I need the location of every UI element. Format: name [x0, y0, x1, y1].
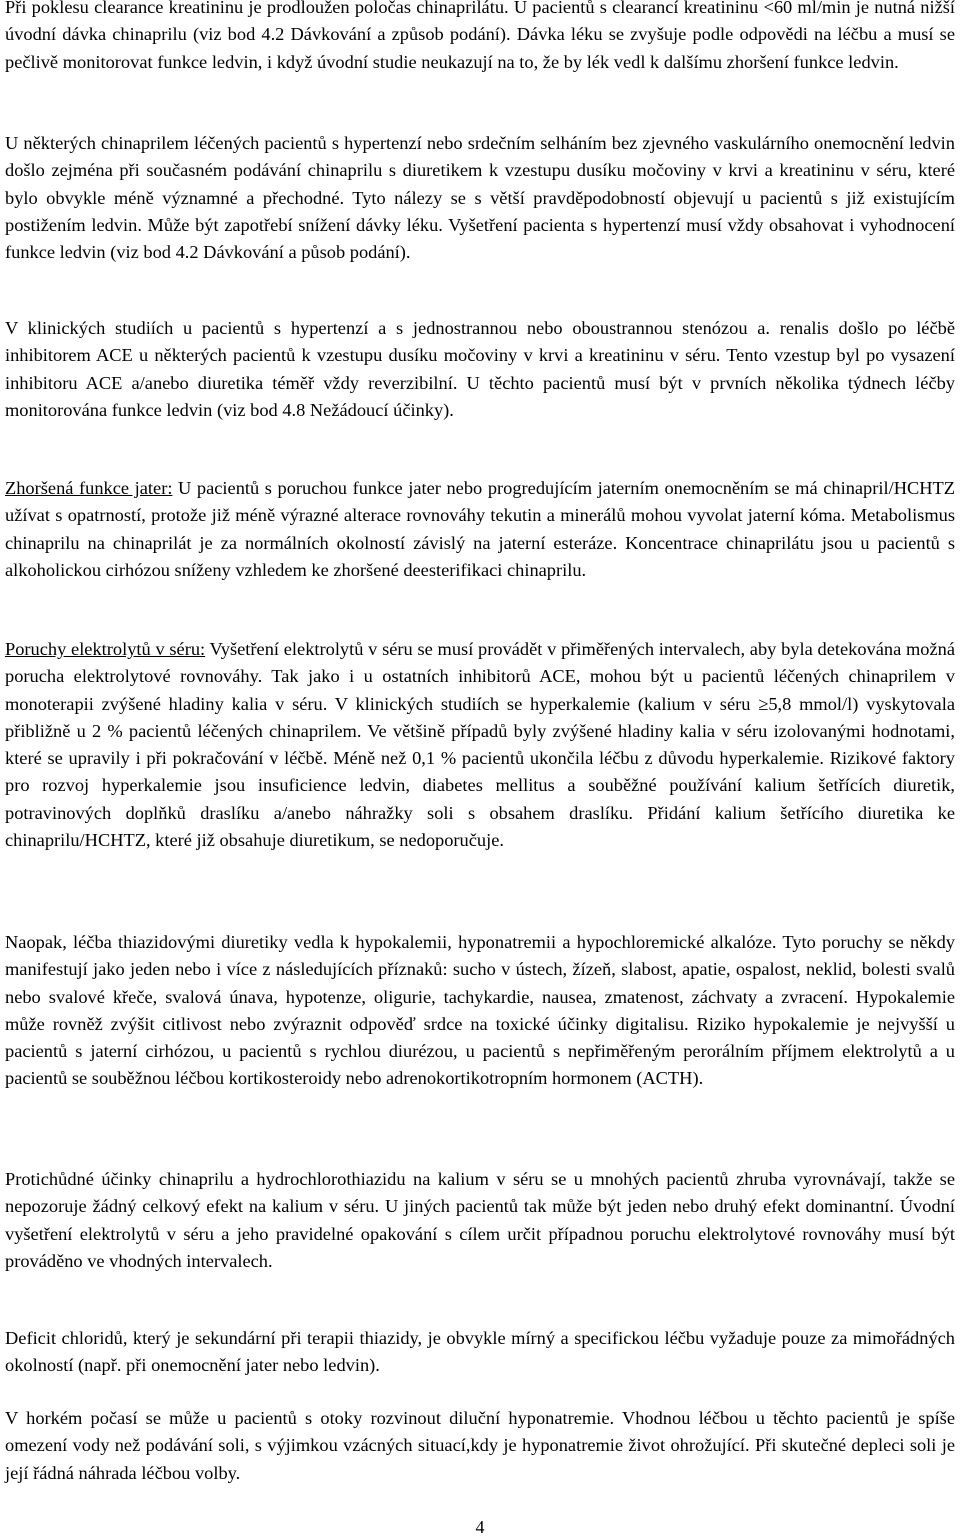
paragraph-intro: [5, 0, 955, 76]
paragraph-renal-stenosis: V klinických studiích u pacientů s hypertenzí a s jednostrannou nebo oboustrannou stenózou a. renalis došlo po léčbě inhibitorem ACE u některých pacientů k vzestupu dusíku močoviny v krvi a kreatininu v séru. Tento vzestup byl po vysazení inhibitoru ACE a/anebo diuretika téměř vždy reverzibilní. U těchto pacientů musí být v prvních několika týdnech léčby monitorována funkce ledvin (viz bod 4.8 Nežádoucí účinky).: [5, 318, 955, 420]
electrolytes-heading: Poruchy elektrolytů v séru:: [5, 639, 206, 659]
intro-text: Při poklesu clearance kreatininu je prodloužen poločas chinaprilátu. U pacientů s clearancí kreatininu <60 ml/min je nutná nižší úvodní dávka chinaprilu (viz bod 4.2 Dávkování a způsob podání). Dávka léku se zvyšuje podle odpovědi na léčbu a musí se pečlivě monitorovat funkce ledvin, i když úvodní studie neukazují na to, že by lék vedl k dalšímu zhoršení funkce ledvin.: [5, 0, 955, 72]
liver-text: U pacientů s poruchou funkce jater nebo progredujícím jaterním onemocněním se má chinapril/HCHTZ užívat s opatrností, protože již méně výrazné alterace rovnováhy tekutin a minerálů mohou vyvolat jaterní kóma. Metabolismus chinaprilu na chinaprilát je za normálních okolností závislý na jaterní esteráze. Koncentrace chinaprilátu jsou u pacientů s alkoholickou cirhózou sníženy vzhledem ke zhoršené deesterifikaci chinaprilu.: [5, 478, 955, 580]
paragraph-chloride-deficit: Deficit chloridů, který je sekundární při terapii thiazidy, je obvykle mírný a specifickou léčbu vyžaduje pouze za mimořádných okolností (např. při onemocnění jater nebo ledvin).: [5, 1328, 955, 1376]
liver-heading: Zhoršená funkce jater:: [5, 478, 173, 498]
paragraph-opposing-effects: Protichůdné účinky chinaprilu a hydrochlorothiazidu na kalium v séru se u mnohých pacientů zhruba vyrovnávají, takže se nepozoruje žádný celkový efekt na kalium v séru. U jiných pacientů tak může být jeden nebo druhý efekt dominantní. Úvodní vyšetření elektrolytů v séru a jeho pravidelné opakování s cílem určit případnou poruchu elektrolytové rovnováhy musí být prováděno ve vhodných intervalech.: [5, 1169, 955, 1271]
paragraph-electrolytes: [5, 636, 955, 854]
paragraph-renal-function: U některých chinaprilem léčených pacientů s hypertenzí nebo srdečním selháním bez zjevného vaskulárního onemocnění ledvin došlo zejména při současném podávání chinaprilu s diuretikem k vzestupu dusíku močoviny v krvi a kreatininu v séru, které bylo obvykle méně významné a přechodné. Tyto nálezy se s větší pravděpodobností objevují u pacientů s již existujícím postižením ledvin. Může být zapotřebí snížení dávky léku. Vyšetření pacienta s hypertenzí musí vždy obsahovat i vyhodnocení funkce ledvin (viz bod 4.2 Dávkování a působ podání).: [5, 133, 955, 263]
paragraph-hypokalemia: Naopak, léčba thiazidovými diuretiky vedla k hypokalemii, hyponatremii a hypochloremické alkalóze. Tyto poruchy se někdy manifestují jako jeden nebo i více z následujících příznaků: sucho v ústech, žízeň, slabost, apatie, ospalost, neklid, bolesti svalů nebo svalové křeče, svalová únava, hypotenze, oligurie, tachykardie, nausea, zmatenost, záchvaty a zvracení. Hypokalemie může rovněž zvýšit citlivost nebo zvýraznit odpověď srdce na toxické účinky digitalisu. Riziko hypokalemie je nejvyšší u pacientů s jaterní cirhózou, u pacientů s rychlou diurézou, u pacientů s nepřiměřeným perorálním příjmem elektrolytů a u pacientů se souběžnou léčbou kortikosteroidy nebo adrenokortikotropním hormonem (ACTH).: [5, 932, 955, 1089]
paragraph-liver-function: [5, 475, 955, 584]
paragraph-hot-weather: V horkém počasí se může u pacientů s otoky rozvinout diluční hyponatremie. Vhodnou léčbou u těchto pacientů je spíše omezení vody než podávání soli, s výjimkou vzácných situací,kdy je hyponatremie život ohrožující. Při skutečné depleci soli je její řádná náhrada léčbou volby.: [5, 1408, 955, 1483]
page-number: 4: [475, 1517, 485, 1537]
electrolytes-text: Vyšetření elektrolytů v séru se musí provádět v přiměřených intervalech, aby byla detekována možná porucha elektrolytové rovnováhy. Tak jako i u ostatních inhibitorů ACE, mohou být u pacientů léčených chinaprilem v monoterapii zvýšené hladiny kalia v séru. V klinických studiích se hyperkalemie (kalium v séru ≥5,8 mmol/l) vyskytovala přibližně u 2 % pacientů léčených chinaprilem. Ve většině případů byly zvýšené hladiny kalia v séru izolovanými hodnotami, které se upravily i při pokračování v léčbě. Méně než 0,1 % pacientů ukončila léčbu z důvodu hyperkalemie. Rizikové faktory pro rozvoj hyperkalemie jsou insuficience ledvin, diabetes mellitus a souběžné používání kalium šetřících diuretik, potravinových doplňků draslíku a/anebo náhražky soli s obsahem draslíku. Přidání kalium šetřícího diuretika ke chinaprilu/HCHTZ, které již obsahuje diuretikum, se nedoporučuje.: [5, 639, 955, 851]
